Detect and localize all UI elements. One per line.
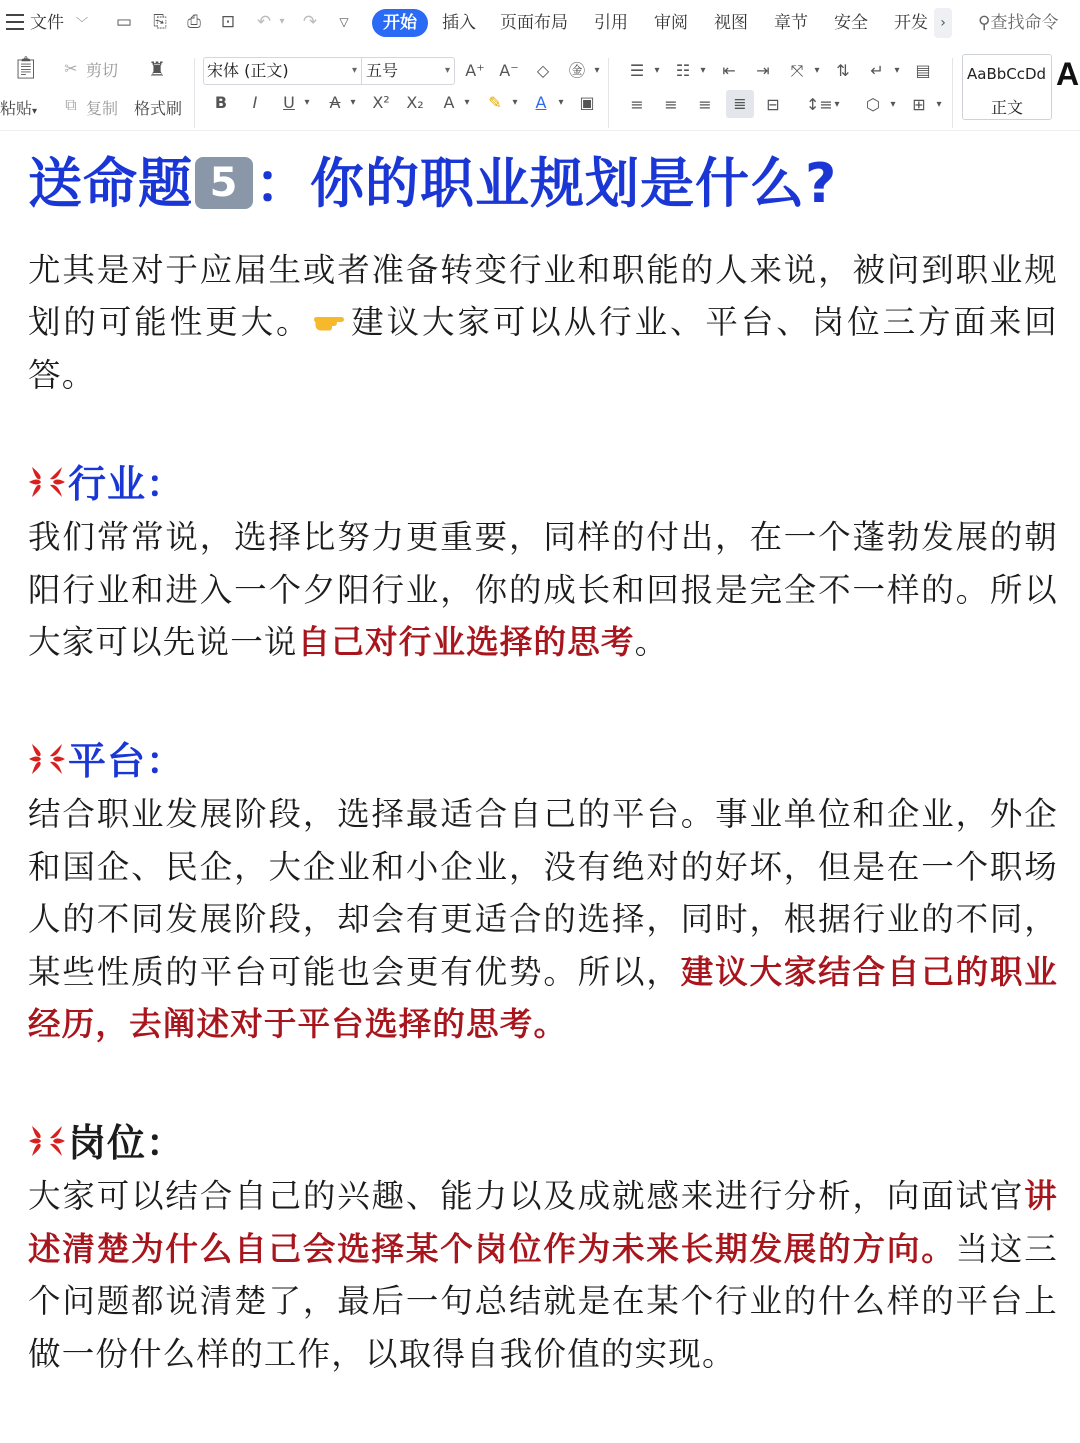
borders-icon[interactable]: ⊞	[912, 95, 926, 114]
position-paragraph	[28, 1170, 1058, 1380]
intro-suggestion: 建议大家可以从行业、平台、岗位三方面来回答。	[28, 303, 1058, 394]
chevron-down-icon[interactable]: ▾	[834, 99, 840, 110]
shrink-font-icon[interactable]: A⁻	[499, 61, 519, 80]
chevron-down-icon[interactable]: ▾	[894, 65, 900, 76]
position-text: 大家可以结合自己的兴趣、能力以及成就感来进行分析，向面试官	[28, 1177, 1025, 1216]
tab-view[interactable]: 视图	[714, 13, 748, 33]
tab-developer[interactable]: 开发	[894, 13, 928, 33]
platform-paragraph	[28, 788, 1058, 1050]
highlight-icon[interactable]: ✎	[488, 93, 502, 112]
document-body[interactable]	[28, 140, 1058, 1380]
position-emphasis: 讲述清楚为什么自己会选择某个岗位作为未来长期发展的方向。	[28, 1177, 1058, 1268]
font-size-select[interactable]	[361, 57, 455, 85]
tab-review[interactable]: 审阅	[654, 13, 688, 33]
decrease-indent-icon[interactable]: ⇤	[722, 61, 736, 80]
align-left-icon[interactable]: ≡	[630, 95, 644, 114]
cut-button[interactable]: 剪切	[86, 61, 119, 80]
keycap-number-icon: 5	[195, 157, 253, 209]
chevron-down-icon: ▾	[351, 65, 357, 76]
paste-dropdown-icon[interactable]: ▾	[32, 106, 38, 117]
tab-home[interactable]: 开始	[372, 9, 428, 37]
anger-symbol-icon	[28, 1122, 66, 1160]
section-heading-position	[28, 1116, 1058, 1170]
align-right-icon[interactable]: ≡	[698, 95, 712, 114]
chevron-down-icon[interactable]: ▾	[814, 65, 820, 76]
line-spacing-icon[interactable]: ↕≡	[806, 95, 833, 114]
anger-symbol-icon	[28, 463, 66, 501]
increase-indent-icon[interactable]: ⇥	[756, 61, 770, 80]
font-name-value: 宋体 (正文)	[207, 61, 289, 80]
superscript-icon[interactable]: X²	[372, 93, 390, 112]
intro-text: 尤其是对于应届生或者准备转变行业和职能的人来说，被问到职业规划的可能性更大。	[28, 251, 1058, 342]
scissors-icon: ✂	[64, 59, 78, 78]
page-title	[28, 140, 1058, 228]
platform-emphasis: 建议大家结合自己的职业经历，去阐述对于平台选择的思考。	[28, 952, 1058, 1044]
underline-icon[interactable]: U	[283, 93, 295, 112]
spacer	[28, 1050, 1058, 1102]
divider	[608, 58, 609, 128]
bold-icon[interactable]: B	[214, 93, 228, 112]
quick-access-dropdown-icon[interactable]: ▽	[339, 15, 349, 29]
print-icon[interactable]: ⎙	[187, 12, 201, 32]
undo-icon[interactable]: ↶	[256, 12, 272, 32]
save-icon[interactable]: ▭	[115, 12, 133, 32]
undo-dropdown-icon[interactable]: ▾	[279, 16, 285, 27]
chevron-down-icon[interactable]: ▾	[304, 97, 310, 108]
style-sample: AaBbCcDd	[967, 65, 1047, 83]
sort-icon[interactable]: ⇅	[836, 61, 850, 80]
section-heading-label: 行业：	[68, 462, 186, 507]
section-heading-label: 平台：	[68, 739, 186, 784]
shading-icon[interactable]: ⬡	[866, 95, 880, 114]
font-color-icon[interactable]: A	[535, 93, 547, 112]
grow-font-icon[interactable]: A⁺	[465, 61, 485, 80]
italic-icon[interactable]: I	[252, 93, 258, 112]
editor-toolbar	[0, 0, 1080, 132]
paste-icon[interactable]: 📋︎	[12, 56, 40, 81]
strikethrough-icon[interactable]: A	[329, 93, 341, 112]
tab-security[interactable]: 安全	[834, 13, 868, 33]
pointing-hand-icon	[312, 308, 348, 336]
paste-button[interactable]	[0, 96, 37, 119]
chevron-down-icon[interactable]: ▾	[558, 97, 564, 108]
redo-icon[interactable]: ↷	[302, 12, 318, 32]
align-center-icon[interactable]: ≡	[664, 95, 678, 114]
menu-bar	[0, 0, 1080, 46]
print-preview-icon[interactable]: ⊡	[220, 12, 236, 32]
ruler-icon[interactable]: ▤	[915, 61, 931, 80]
section-heading-label: 岗位：	[68, 1121, 186, 1166]
section-heading-industry	[28, 457, 1058, 511]
anger-symbol-icon	[28, 740, 66, 778]
phonetic-icon[interactable]: ㊎	[568, 61, 585, 80]
chevron-down-icon[interactable]: ▾	[350, 97, 356, 108]
tab-references[interactable]: 引用	[594, 13, 628, 33]
divider	[0, 130, 1080, 131]
divider	[194, 58, 195, 128]
menu-icon[interactable]	[6, 14, 24, 30]
industry-emphasis: 自己对行业选择的思考	[297, 623, 635, 662]
chevron-down-icon[interactable]: ▾	[464, 97, 470, 108]
spacer	[28, 401, 1058, 453]
search-command-label: 查找命令	[990, 13, 1059, 33]
chevron-down-icon[interactable]: ▾	[654, 65, 660, 76]
title-prefix: 送命题	[28, 152, 193, 215]
subscript-icon[interactable]: X₂	[406, 93, 424, 112]
file-menu[interactable]: 文件	[30, 13, 64, 33]
export-icon[interactable]: ⎘	[153, 12, 167, 32]
copy-icon: ⧉	[65, 95, 77, 114]
industry-text: 我们常常说，选择比努力更重要，同样的付出，在一个蓬勃发展的朝阳行业和进入一个夕阳行业，你的成长和回报是完全不一样的。所以大家可以先说一说	[28, 518, 1058, 662]
distribute-icon[interactable]: ⊟	[766, 95, 780, 114]
tab-chapter[interactable]: 章节	[774, 13, 808, 33]
copy-button[interactable]: 复制	[86, 99, 119, 118]
section-heading-platform	[28, 734, 1058, 788]
char-border-icon[interactable]: ▣	[579, 93, 595, 112]
search-icon: ⚲	[978, 13, 991, 33]
chevron-down-icon[interactable]: ▾	[890, 99, 896, 110]
industry-end: 。	[634, 623, 669, 662]
chevron-down-icon[interactable]: ﹀	[76, 16, 89, 30]
intro-paragraph	[28, 244, 1058, 401]
chevron-down-icon[interactable]: ▾	[936, 99, 942, 110]
format-painter-button[interactable]: 格式刷	[134, 99, 183, 118]
platform-text: 结合职业发展阶段，选择最适合自己的平台。事业单位和企业，外企和国企、民企，大企业和小企业，没有绝对的好坏，但是在一个职场人的不同发展阶段，却会有更适合的选择，同时，根据行业的不同，某些性质的平台可能也会更有优势。所以，	[28, 795, 1058, 991]
chevron-down-icon[interactable]: ▾	[512, 97, 518, 108]
chinese-layout-icon[interactable]: ⤧	[790, 61, 804, 80]
position-summary: 当这三个问题都说清楚了，最后一句总结就是在某个行业的什么样的平台上做一份什么样的工作，以取得自我价值的实现。	[28, 1229, 1058, 1373]
style-name: 正文	[990, 98, 1023, 117]
chevron-down-icon: ▾	[444, 65, 450, 76]
paste-label: 粘贴	[0, 99, 33, 118]
title-suffix: ：你的职业规划是什么?	[255, 152, 838, 215]
text-effect-icon[interactable]: A	[443, 93, 455, 112]
ribbon	[0, 48, 1080, 132]
format-painter-icon[interactable]: ♜	[148, 57, 166, 81]
justify-icon[interactable]: ≣	[726, 90, 754, 118]
tab-page-layout[interactable]: 页面布局	[500, 13, 568, 33]
numbered-list-icon[interactable]: ☷	[675, 61, 691, 80]
bullet-list-icon[interactable]: ☰	[629, 61, 645, 80]
search-command[interactable]	[978, 10, 1058, 36]
style-heading-card[interactable]: A	[1056, 56, 1080, 92]
show-marks-icon[interactable]: ↵	[870, 61, 884, 80]
industry-paragraph	[28, 511, 1058, 668]
font-name-select[interactable]	[203, 57, 361, 85]
style-normal-card[interactable]	[962, 54, 1052, 120]
divider	[952, 58, 953, 128]
chevron-down-icon[interactable]: ▾	[594, 65, 600, 76]
font-size-value: 五号	[366, 61, 399, 80]
more-tabs-arrow-icon[interactable]: ›	[934, 8, 952, 38]
chevron-down-icon[interactable]: ▾	[700, 65, 706, 76]
clear-format-icon[interactable]: ◇	[536, 61, 550, 80]
tab-insert[interactable]: 插入	[442, 13, 476, 33]
spacer	[28, 668, 1058, 720]
